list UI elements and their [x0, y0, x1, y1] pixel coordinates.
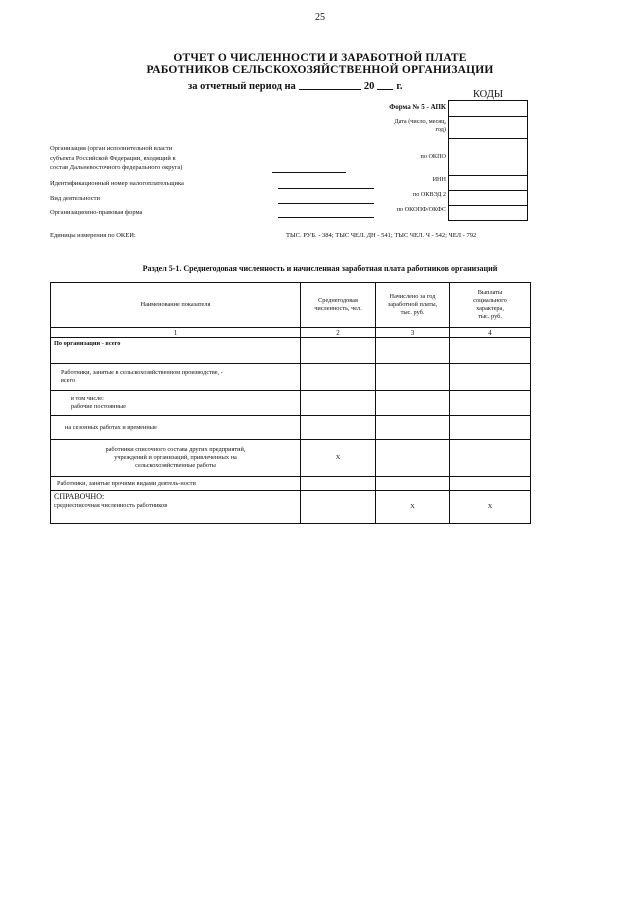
header-salary [376, 283, 450, 328]
units-label: Единицы измерения по ОКЕИ: [50, 232, 136, 239]
row-reference-label [51, 491, 301, 524]
header-salary-line1: Начислено за год [389, 293, 436, 300]
data-cell[interactable] [376, 364, 450, 391]
codes-header: КОДЫ [472, 89, 504, 100]
data-cell[interactable] [450, 440, 531, 477]
column-number: 4 [450, 328, 531, 338]
okopf-label: по ОКОПФ/ОКФС [396, 206, 446, 213]
row-reference-line1: СПРАВОЧНО: [54, 492, 105, 501]
date-label-line1: Дата (число, месяц, [394, 118, 446, 125]
data-cell[interactable] [450, 338, 531, 364]
row-agri-line1: Работники, занятые в сельскохозяйственном производстве, - [61, 369, 223, 376]
table-row [51, 338, 531, 364]
header-avg-count-line2: численность, чел. [314, 305, 362, 312]
column-number-row [51, 328, 531, 338]
okpo-label: по ОКПО [420, 153, 446, 160]
row-others-line2: учреждений и организаций, привлеченных на [114, 454, 237, 461]
column-number: 2 [301, 328, 376, 338]
inn-code-label: ИНН [432, 176, 446, 183]
column-number: 1 [51, 328, 301, 338]
table-row [51, 477, 531, 491]
cross-mark: X [450, 491, 531, 524]
period-year-prefix: 20 [363, 81, 375, 92]
code-cell-inn[interactable] [449, 176, 528, 191]
header-salary-line3: тыс. руб. [400, 309, 425, 316]
date-label-line2: год) [435, 126, 446, 133]
inn-field[interactable] [278, 188, 374, 189]
table-row [51, 416, 531, 440]
data-cell[interactable] [450, 364, 531, 391]
header-salary-line2: заработной платы, [387, 301, 438, 308]
row-agri-label [51, 364, 301, 391]
form-number-label: Форма № 5 - АПК [389, 103, 446, 111]
table-row [51, 391, 531, 416]
organization-label-line2: субъекта Российской Федерации, входящий в [50, 154, 176, 162]
organization-label [50, 144, 250, 173]
data-cell[interactable] [301, 391, 376, 416]
data-cell[interactable] [450, 391, 531, 416]
row-including-line2: рабочие постоянные [71, 403, 126, 410]
legal-form-field[interactable] [278, 217, 374, 218]
header-social-payments [450, 283, 531, 328]
row-other-activities-label: Работники, занятые прочими видами деятель-ности [51, 477, 301, 491]
data-cell[interactable] [301, 477, 376, 491]
activity-field[interactable] [278, 203, 374, 204]
units-values: ТЫС. РУБ. - 384; ТЫС ЧЕЛ. ДН - 541; ТЫС ЧЕЛ. Ч - 542; ЧЕЛ - 792 [286, 232, 477, 239]
data-cell[interactable] [376, 338, 450, 364]
header-indicator-name: Наименование показателя [51, 283, 301, 328]
data-cell[interactable] [376, 440, 450, 477]
data-cell[interactable] [376, 477, 450, 491]
period-suffix: г. [396, 81, 403, 92]
row-including-line1: в том числе: [71, 395, 104, 402]
code-cell-form[interactable] [449, 101, 528, 117]
header-avg-count [301, 283, 376, 328]
codes-table [448, 100, 528, 221]
table-header-row [51, 283, 531, 328]
legal-form-label: Организационно-правовая форма [50, 209, 143, 216]
report-title-line2: РАБОТНИКОВ СЕЛЬСКОХОЗЯЙСТВЕННОЙ ОРГАНИЗАЦИИ [146, 64, 494, 76]
reporting-period [188, 79, 403, 92]
row-others-label [51, 440, 301, 477]
period-date-blank[interactable] [299, 79, 361, 90]
table-row [51, 491, 531, 524]
header-social-line4: тыс. руб. [478, 313, 502, 320]
row-reference-line2: среднесписочная численность работников [54, 502, 168, 509]
code-cell-okved[interactable] [449, 191, 528, 206]
header-avg-count-line1: Среднегодовая [318, 297, 358, 304]
period-prefix: за отчетный период на [188, 81, 296, 92]
table-row [51, 440, 531, 477]
row-including-label [51, 391, 301, 416]
okved-label: по ОКВЭД 2 [412, 191, 446, 198]
inn-label: Идентификационный номер налогоплательщика [50, 180, 184, 187]
page-number: 25 [315, 12, 325, 23]
organization-label-line1: Организация (орган исполнительной власти [50, 145, 173, 152]
data-cell[interactable] [376, 391, 450, 416]
data-cell[interactable] [376, 416, 450, 440]
activity-label: Вид деятельности [50, 195, 100, 202]
data-cell[interactable] [301, 364, 376, 391]
data-cell[interactable] [450, 416, 531, 440]
header-social-line1: Выплаты [477, 289, 503, 296]
cross-mark: X [376, 491, 450, 524]
column-number: 3 [376, 328, 450, 338]
code-cell-okopf[interactable] [449, 206, 528, 221]
row-others-line3: сельскохозяйственные работы [135, 462, 216, 469]
report-title-line1: ОТЧЕТ О ЧИСЛЕННОСТИ И ЗАРАБОТНОЙ ПЛАТЕ [173, 52, 467, 64]
code-cell-okpo[interactable] [449, 139, 528, 176]
data-cell[interactable] [450, 477, 531, 491]
cross-mark: X [301, 440, 376, 477]
organization-field[interactable] [272, 172, 346, 173]
row-seasonal-label: на сезонных работах и временные [51, 416, 301, 440]
row-others-line1: работники списочного состава других предприятий, [105, 446, 246, 453]
row-agri-line2: всего [61, 377, 76, 384]
data-cell[interactable] [301, 416, 376, 440]
organization-label-line3: состав Дальневосточного федерального округа) [50, 164, 183, 171]
header-social-line2: социального [473, 297, 507, 304]
header-social-line3: характера, [476, 305, 504, 312]
data-cell[interactable] [301, 491, 376, 524]
section-title: Раздел 5-1. Среднегодовая численность и начисленная заработная плата работников организаций [142, 264, 498, 273]
period-year-blank[interactable] [377, 79, 393, 90]
table-row [51, 364, 531, 391]
data-cell[interactable] [301, 338, 376, 364]
code-cell-date[interactable] [449, 117, 528, 139]
salary-table [50, 282, 531, 524]
row-total-label: По организации - всего [51, 338, 301, 364]
